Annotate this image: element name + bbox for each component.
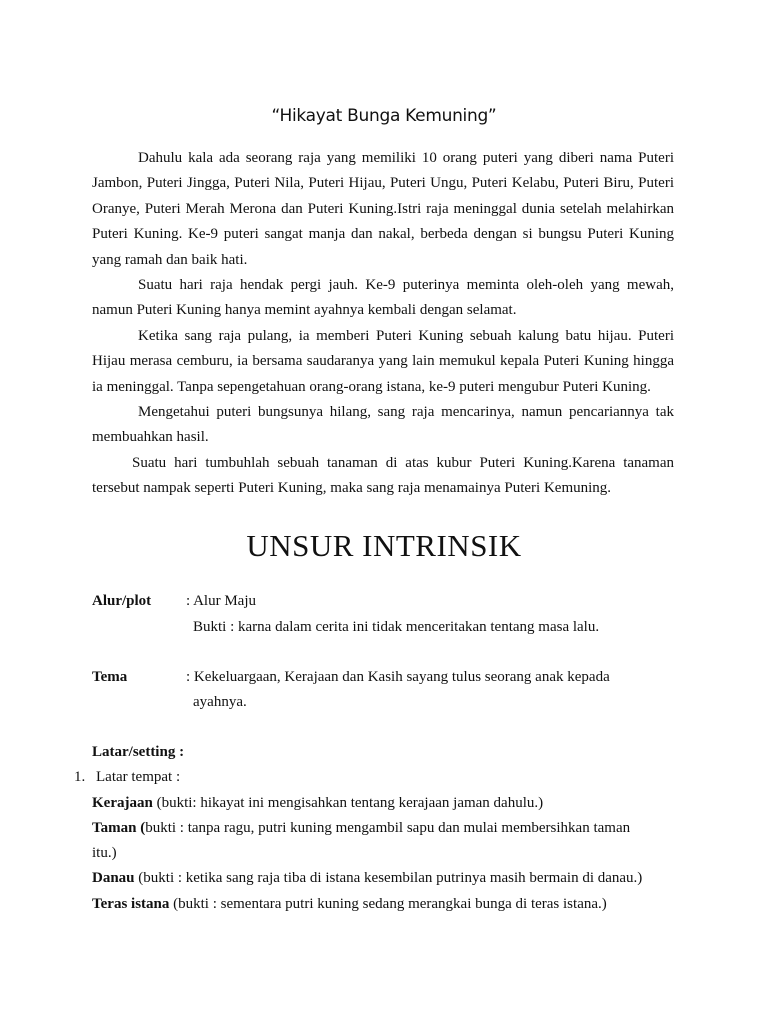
alur-value: : Alur Maju (186, 593, 256, 609)
tema-label: Tema (92, 669, 128, 685)
place-name: Teras istana (92, 896, 170, 912)
latar-item-text: Latar tempat : (96, 769, 181, 785)
alur-bukti: Bukti : karna dalam cerita ini tidak menceritakan tentang masa lalu. (193, 619, 600, 635)
place-desc: (bukti : sementara putri kuning sedang merangkai bunga di teras istana.) (169, 896, 607, 912)
story-body (92, 146, 674, 502)
story-title: “Hikayat Bunga Kemuning” (271, 106, 497, 126)
place-desc: bukti : tanpa ragu, putri kuning mengambil sapu dan mulai membersihkan taman (145, 820, 631, 836)
place-name: Danau (92, 870, 135, 886)
tema-value: : Kekeluargaan, Kerajaan dan Kasih sayang tulus seorang anak kepada (186, 669, 610, 685)
place-desc: itu.) (92, 845, 117, 861)
latar-item-number: 1. (74, 769, 86, 785)
latar-place (92, 820, 630, 837)
story-paragraph: Dahulu kala ada seorang raja yang memiliki 10 orang puteri yang diberi nama Puteri Jambon, Puteri Jingga, Puteri Nila, Puteri Hijau, Puteri Ungu, Puteri Kelabu, Puteri Biru, Puteri Oranye, Puteri Merah Merona dan Puteri Kuning.Istri raja meninggal dunia setelah melahirkan Puteri Kuning. Ke-9 puteri sangat manja dan nakal, berbeda dengan si bungsu Puteri Kuning yang ramah dan baik hati. (92, 150, 674, 268)
tema-value-cont: ayahnya. (193, 694, 247, 710)
latar-place (92, 845, 117, 862)
alur-label: Alur/plot (92, 593, 152, 609)
story-paragraph: Suatu hari raja hendak pergi jauh. Ke-9 puterinya meminta oleh-oleh yang mewah, namun Puteri Kuning hanya memint ayahnya kembali dengan selamat. (92, 277, 674, 319)
story-paragraph: Ketika sang raja pulang, ia memberi Puteri Kuning sebuah kalung batu hijau. Puteri Hijau merasa cemburu, ia bersama saudaranya yang lain memukul kepala Puteri Kuning hingga ia meninggal. Tanpa sepengetahuan orang-orang istana, ke-9 puteri mengubur Puteri Kuning. (92, 327, 674, 395)
story-paragraph: Suatu hari tumbuhlah sebuah tanaman di atas kubur Puteri Kuning.Karena tanaman tersebut nampak seperti Puteri Kuning, maka sang raja menamainya Puteri Kemuning. (92, 454, 674, 497)
latar-place (92, 795, 543, 812)
story-paragraph: Mengetahui puteri bungsunya hilang, sang raja mencarinya, namun pencariannya tak membuahkan hasil. (92, 404, 674, 446)
place-desc: (bukti: hikayat ini mengisahkan tentang kerajaan jaman dahulu.) (152, 795, 544, 811)
place-name: Kerajaan (92, 795, 153, 811)
latar-label: Latar/setting : (92, 744, 185, 760)
latar-place (92, 896, 607, 913)
section-heading: UNSUR INTRINSIK (246, 528, 522, 563)
place-desc: (bukti : ketika sang raja tiba di istana kesembilan putrinya masih bermain di danau.) (134, 870, 643, 886)
place-name: Taman ( (92, 820, 146, 836)
latar-place (92, 870, 642, 887)
